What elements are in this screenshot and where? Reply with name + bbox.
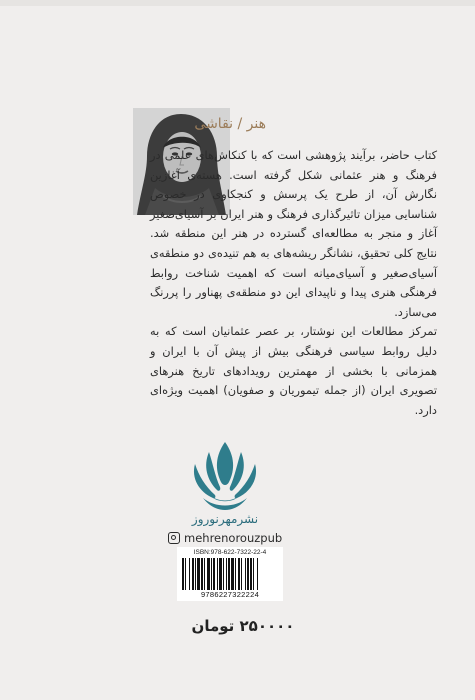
category-label: هنر / نقاشی	[194, 116, 266, 132]
description-paragraph-2: تمرکز مطالعات این نوشتار، بر عصر عثمانیان است که به دلیل روابط سیاسی فرهنگی بیش از پیش آن با ایران و همزمانی با بخشی از مهمترین رویدادهای تاریخ هنرهای تصویری ایران (از جمله تیموریان و صفویان) اهمیت ویژه‌ای دارد.	[150, 324, 437, 417]
barcode-bar	[211, 558, 212, 590]
barcode-bar	[217, 558, 218, 590]
barcode-bar	[235, 558, 236, 590]
barcode-bar	[231, 558, 234, 590]
description-paragraph-1: کتاب حاضر، برآیند پژوهشی است که با کنکاش‌های علمی در فرهنگ و هنر عثمانی شکل گرفته است. هسته‌ی آغازین نگارش آن، از طرح یک پرسش و کنجکاوی در خصوص شناسایی میزان تاثیرگذاری فرهنگ و هنر ایران بر آسیای‌صغیر آغاز و منجر به مطالعه‌ای گسترده در هنر این منطقه شد. نتایج کلی تحقیق، نشانگر ریشه‌های به هم تنیده‌ی دو منطقه‌ی آسیای‌صغیر و آسیای‌میانه است که اهمیت شناخت روابط فرهنگی هنری پیدا و ناپیدای این دو منطقه‌ی پهناور را پررنگ می‌سازد.	[150, 148, 437, 319]
barcode-bar	[253, 558, 254, 590]
barcode-bar	[185, 558, 186, 590]
barcode-bar	[219, 558, 222, 590]
top-edge	[0, 0, 475, 6]
publisher-logo	[185, 440, 265, 512]
instagram-icon	[168, 532, 180, 544]
isbn-barcode	[177, 547, 283, 601]
barcode-bar	[257, 558, 258, 590]
barcode-bar	[204, 558, 205, 590]
instagram-text: mehrenorouzpub	[184, 531, 283, 545]
barcode-bar	[192, 558, 194, 590]
barcode-bar	[223, 558, 224, 590]
barcode-bar	[241, 558, 242, 590]
barcode-bar	[207, 558, 210, 590]
barcode-bar	[182, 558, 184, 590]
isbn-label: ISBN:978-622-7322-22-4	[193, 549, 267, 556]
barcode-bar	[213, 558, 215, 590]
barcode-bar	[201, 558, 203, 590]
barcode-bars	[181, 558, 279, 590]
barcode-bar	[247, 558, 249, 590]
barcode-bar	[197, 558, 200, 590]
barcode-bar	[238, 558, 240, 590]
publisher-name: نشرمهرنوروز	[191, 512, 259, 526]
barcode-bar	[245, 558, 246, 590]
barcode-bar	[226, 558, 227, 590]
barcode-bar	[189, 558, 190, 590]
book-description	[150, 146, 437, 420]
price-label: ۲۵۰۰۰۰ تومان	[191, 617, 295, 635]
isbn-number: 9786227322224	[200, 590, 260, 599]
barcode-bar	[250, 558, 252, 590]
barcode-bar	[195, 558, 196, 590]
barcode-bar	[228, 558, 230, 590]
instagram-handle[interactable]	[168, 530, 282, 546]
